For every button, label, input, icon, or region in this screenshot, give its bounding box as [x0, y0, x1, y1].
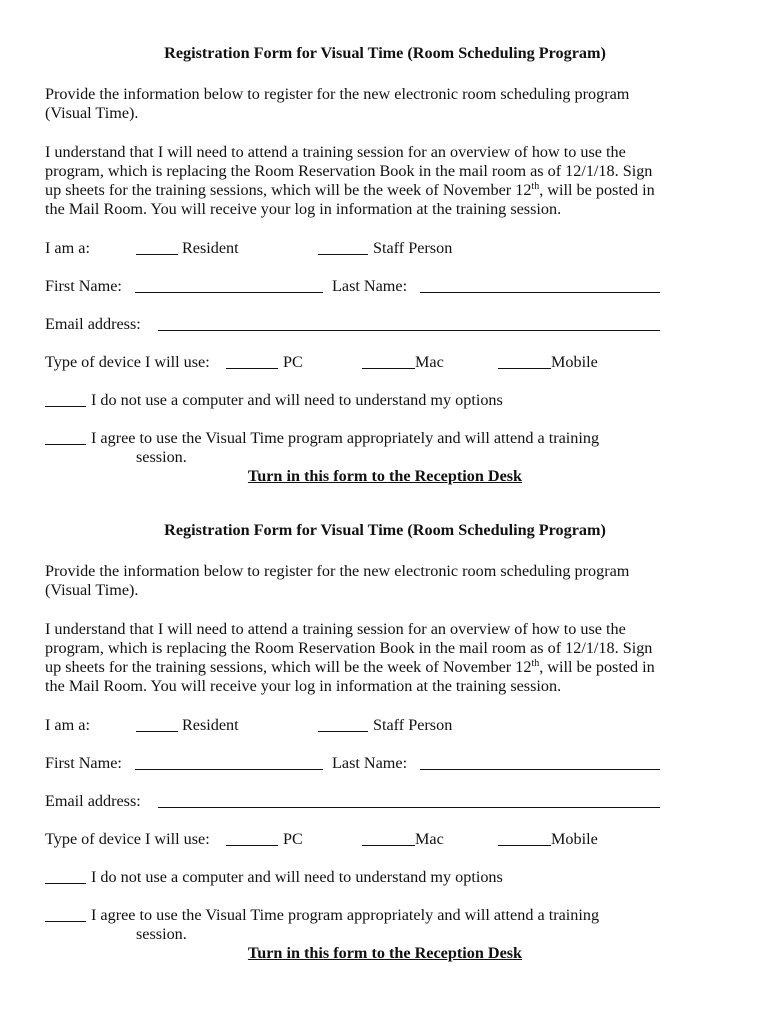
- pc-label: PC: [283, 353, 303, 371]
- last-name-field[interactable]: [420, 277, 660, 293]
- intro-line-2: (Visual Time).: [45, 581, 139, 599]
- iam-label: I am a:: [45, 716, 90, 734]
- intro-line-1: Provide the information below to register for the new electronic room scheduling program: [45, 562, 630, 580]
- form-title: Registration Form for Visual Time (Room Scheduling Program): [164, 44, 606, 62]
- agree-line-2: session.: [136, 448, 187, 466]
- understand-line-3: up sheets for the training sessions, which will be the week of November 12th, will be posted in: [45, 181, 655, 199]
- first-name-label: First Name:: [45, 277, 122, 295]
- resident-blank[interactable]: [136, 239, 178, 255]
- mobile-blank[interactable]: [498, 830, 551, 846]
- first-name-field[interactable]: [135, 754, 323, 770]
- form-footer: Turn in this form to the Reception Desk: [247, 467, 523, 485]
- pc-label: PC: [283, 830, 303, 848]
- first-name-label: First Name:: [45, 754, 122, 772]
- last-name-field[interactable]: [420, 754, 660, 770]
- mobile-label: Mobile: [551, 830, 598, 848]
- resident-blank[interactable]: [136, 716, 178, 732]
- agree-blank[interactable]: [45, 906, 86, 922]
- last-name-label: Last Name:: [332, 277, 408, 295]
- device-label: Type of device I will use:: [45, 353, 210, 371]
- mobile-blank[interactable]: [498, 353, 551, 369]
- understand-line-1: I understand that I will need to attend a training session for an overview of how to use the: [45, 620, 626, 638]
- last-name-label: Last Name:: [332, 754, 408, 772]
- agree-line-1: I agree to use the Visual Time program appropriately and will attend a training: [91, 429, 600, 447]
- device-label: Type of device I will use:: [45, 830, 210, 848]
- understand-line-3: up sheets for the training sessions, which will be the week of November 12th, will be posted in: [45, 658, 655, 676]
- no-computer-label: I do not use a computer and will need to understand my options: [91, 868, 503, 886]
- iam-label: I am a:: [45, 239, 90, 257]
- agree-line-1: I agree to use the Visual Time program appropriately and will attend a training: [91, 906, 600, 924]
- intro-line-2: (Visual Time).: [45, 104, 139, 122]
- staff-blank[interactable]: [318, 239, 368, 255]
- email-label: Email address:: [45, 315, 141, 333]
- understand-line-4: the Mail Room. You will receive your log in information at the training session.: [45, 677, 562, 695]
- no-computer-label: I do not use a computer and will need to understand my options: [91, 391, 503, 409]
- staff-label: Staff Person: [373, 239, 453, 257]
- mobile-label: Mobile: [551, 353, 598, 371]
- intro-line-1: Provide the information below to register for the new electronic room scheduling program: [45, 85, 630, 103]
- form-footer: Turn in this form to the Reception Desk: [247, 944, 523, 962]
- email-field[interactable]: [158, 792, 660, 808]
- pc-blank[interactable]: [226, 353, 278, 369]
- understand-line-4: the Mail Room. You will receive your log in information at the training session.: [45, 200, 562, 218]
- first-name-field[interactable]: [135, 277, 323, 293]
- resident-label: Resident: [182, 716, 239, 734]
- mac-label: Mac: [415, 830, 444, 848]
- no-computer-blank[interactable]: [45, 868, 86, 884]
- mac-label: Mac: [415, 353, 444, 371]
- agree-blank[interactable]: [45, 429, 86, 445]
- email-label: Email address:: [45, 792, 141, 810]
- mac-blank[interactable]: [362, 353, 415, 369]
- no-computer-blank[interactable]: [45, 391, 86, 407]
- agree-line-2: session.: [136, 925, 187, 943]
- understand-line-2: program, which is replacing the Room Reservation Book in the mail room as of 12/1/18. Sign: [45, 162, 653, 180]
- staff-label: Staff Person: [373, 716, 453, 734]
- form-title: Registration Form for Visual Time (Room Scheduling Program): [164, 521, 606, 539]
- resident-label: Resident: [182, 239, 239, 257]
- understand-line-1: I understand that I will need to attend a training session for an overview of how to use the: [45, 143, 626, 161]
- email-field[interactable]: [158, 315, 660, 331]
- staff-blank[interactable]: [318, 716, 368, 732]
- understand-line-2: program, which is replacing the Room Reservation Book in the mail room as of 12/1/18. Sign: [45, 639, 653, 657]
- pc-blank[interactable]: [226, 830, 278, 846]
- mac-blank[interactable]: [362, 830, 415, 846]
